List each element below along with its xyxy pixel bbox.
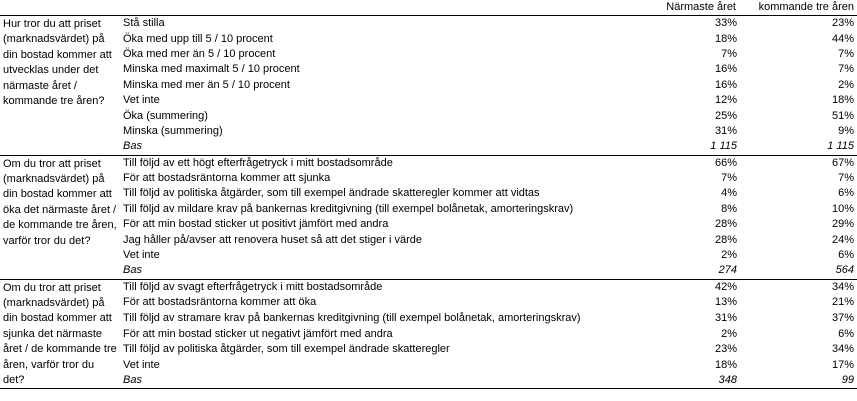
answer-label: Vet inte	[123, 249, 160, 262]
table-row	[0, 202, 857, 217]
value-narmaste-aret: 23%	[714, 343, 737, 356]
value-narmaste-aret: 31%	[714, 124, 737, 137]
answer-label: Minska (summering)	[123, 124, 223, 137]
value-narmaste-aret: 25%	[714, 109, 737, 122]
value-kommande-tre-aren: 37%	[831, 312, 854, 324]
base-row	[0, 263, 857, 279]
value-narmaste-aret: 7%	[721, 47, 737, 60]
answer-label: För att min bostad sticker ut positivt jämfört med andra	[123, 218, 389, 231]
answer-label: Till följd av mildare krav på bankernas kreditgivning (till exempel bolånetak, amorteringskrav)	[123, 202, 574, 215]
value-kommande-tre-aren: 10%	[831, 202, 854, 215]
value-narmaste-aret: 16%	[714, 78, 737, 91]
value-kommande-tre-aren: 18%	[831, 94, 854, 107]
answer-label: Vet inte	[123, 94, 160, 107]
table-row	[0, 279, 857, 295]
answer-label: Till följd av stramare krav på bankernas kreditgivning (till exempel bolånetak, amorteringskrav)	[123, 312, 581, 324]
value-kommande-tre-aren: 6%	[838, 187, 854, 200]
value-kommande-tre-aren: 29%	[831, 218, 854, 231]
table-row	[0, 155, 857, 171]
answer-label: Öka med mer än 5 / 10 procent	[123, 47, 276, 60]
table-row	[0, 16, 857, 31]
value-narmaste-aret: 8%	[721, 202, 737, 215]
question-text: Om du tror att priset (marknadsvärdet) på din bostad kommer att öka det närmaste året / de kommande tre åren, varför tror du det?	[0, 155, 120, 279]
value-narmaste-aret: 348	[660, 373, 740, 389]
table-row	[0, 186, 857, 201]
value-kommande-tre-aren: 17%	[831, 358, 854, 371]
table-row	[0, 217, 857, 232]
value-narmaste-aret: 31%	[714, 312, 737, 324]
answer-label: Minska med maximalt 5 / 10 procent	[123, 63, 300, 76]
value-narmaste-aret: 274	[660, 263, 740, 279]
value-narmaste-aret: 4%	[721, 187, 737, 200]
value-kommande-tre-aren: 7%	[838, 47, 854, 60]
table-row	[0, 31, 857, 46]
results-table	[0, 16, 857, 389]
value-kommande-tre-aren: 1 115	[740, 139, 857, 155]
column-header-kommande-tre-aren: kommande tre åren	[758, 1, 854, 13]
value-kommande-tre-aren: 9%	[838, 124, 854, 137]
table-row	[0, 295, 857, 311]
answer-label: Bas	[120, 139, 660, 155]
answer-label: För att bostadsräntorna kommer att öka	[123, 296, 317, 309]
value-kommande-tre-aren: 44%	[831, 32, 854, 45]
answer-label: Minska med mer än 5 / 10 procent	[123, 78, 290, 91]
base-row	[0, 373, 857, 389]
value-kommande-tre-aren: 2%	[838, 78, 854, 91]
answer-label: Till följd av politiska åtgärder, som till exempel ändrade skatteregler kommer att vidtas	[123, 187, 540, 200]
value-narmaste-aret: 66%	[714, 156, 737, 169]
value-narmaste-aret: 12%	[714, 94, 737, 107]
value-narmaste-aret: 42%	[714, 280, 737, 293]
table-row	[0, 171, 857, 186]
value-narmaste-aret: 28%	[714, 233, 737, 246]
value-kommande-tre-aren: 34%	[831, 343, 854, 356]
answer-label: För att bostadsräntorna kommer att sjunka	[123, 172, 331, 185]
table-row	[0, 232, 857, 247]
answer-label: För att min bostad sticker ut negativt jämfört med andra	[123, 327, 393, 340]
table-row	[0, 248, 857, 263]
value-kommande-tre-aren: 7%	[838, 63, 854, 76]
value-narmaste-aret: 18%	[714, 358, 737, 371]
value-kommande-tre-aren: 564	[740, 263, 857, 279]
value-kommande-tre-aren: 6%	[838, 327, 854, 340]
answer-label: Öka med upp till 5 / 10 procent	[123, 32, 273, 45]
answer-label: Bas	[120, 263, 660, 279]
value-kommande-tre-aren: 21%	[831, 296, 854, 309]
value-kommande-tre-aren: 67%	[831, 156, 854, 169]
table-row	[0, 108, 857, 123]
answer-label: Jag håller på/avser att renovera huset så att det stiger i värde	[123, 233, 422, 246]
value-kommande-tre-aren: 99	[740, 373, 857, 389]
answer-label: Till följd av svagt efterfrågetryck i mitt bostadsområde	[123, 280, 383, 293]
table-row	[0, 47, 857, 62]
table-row	[0, 326, 857, 342]
value-narmaste-aret: 2%	[721, 249, 737, 262]
table-row	[0, 78, 857, 93]
value-kommande-tre-aren: 24%	[831, 233, 854, 246]
value-kommande-tre-aren: 7%	[838, 172, 854, 185]
value-kommande-tre-aren: 23%	[831, 17, 854, 30]
answer-label: Vet inte	[123, 358, 160, 371]
value-narmaste-aret: 2%	[721, 327, 737, 340]
table-row	[0, 62, 857, 77]
column-header-narmaste-aret: Närmaste året	[666, 1, 736, 13]
value-narmaste-aret: 13%	[714, 296, 737, 309]
answer-label: Bas	[120, 373, 660, 389]
value-kommande-tre-aren: 34%	[831, 280, 854, 293]
answer-label: Till följd av politiska åtgärder, som till exempel ändrade skatteregler	[123, 343, 450, 356]
table-row	[0, 93, 857, 108]
answer-label: Till följd av ett högt efterfrågetryck i mitt bostadsområde	[123, 156, 393, 169]
value-narmaste-aret: 28%	[714, 218, 737, 231]
table-row	[0, 342, 857, 358]
value-kommande-tre-aren: 51%	[831, 109, 854, 122]
value-narmaste-aret: 18%	[714, 32, 737, 45]
table-row	[0, 357, 857, 373]
value-kommande-tre-aren: 6%	[838, 249, 854, 262]
question-text: Hur tror du att priset (marknadsvärdet) på din bostad kommer att utvecklas under det närmaste året / kommande tre åren?	[0, 16, 120, 155]
table-row	[0, 311, 857, 327]
value-narmaste-aret: 16%	[714, 63, 737, 76]
table-row	[0, 124, 857, 139]
answer-label: Stå stilla	[123, 17, 165, 30]
answer-label: Öka (summering)	[123, 109, 208, 122]
value-narmaste-aret: 33%	[714, 17, 737, 30]
value-narmaste-aret: 7%	[721, 172, 737, 185]
base-row	[0, 139, 857, 155]
value-narmaste-aret: 1 115	[660, 139, 740, 155]
question-text: Om du tror att priset (marknadsvärdet) på din bostad kommer att sjunka det närmaste året / de kommande tre åren, varför tror du det?	[0, 279, 120, 389]
